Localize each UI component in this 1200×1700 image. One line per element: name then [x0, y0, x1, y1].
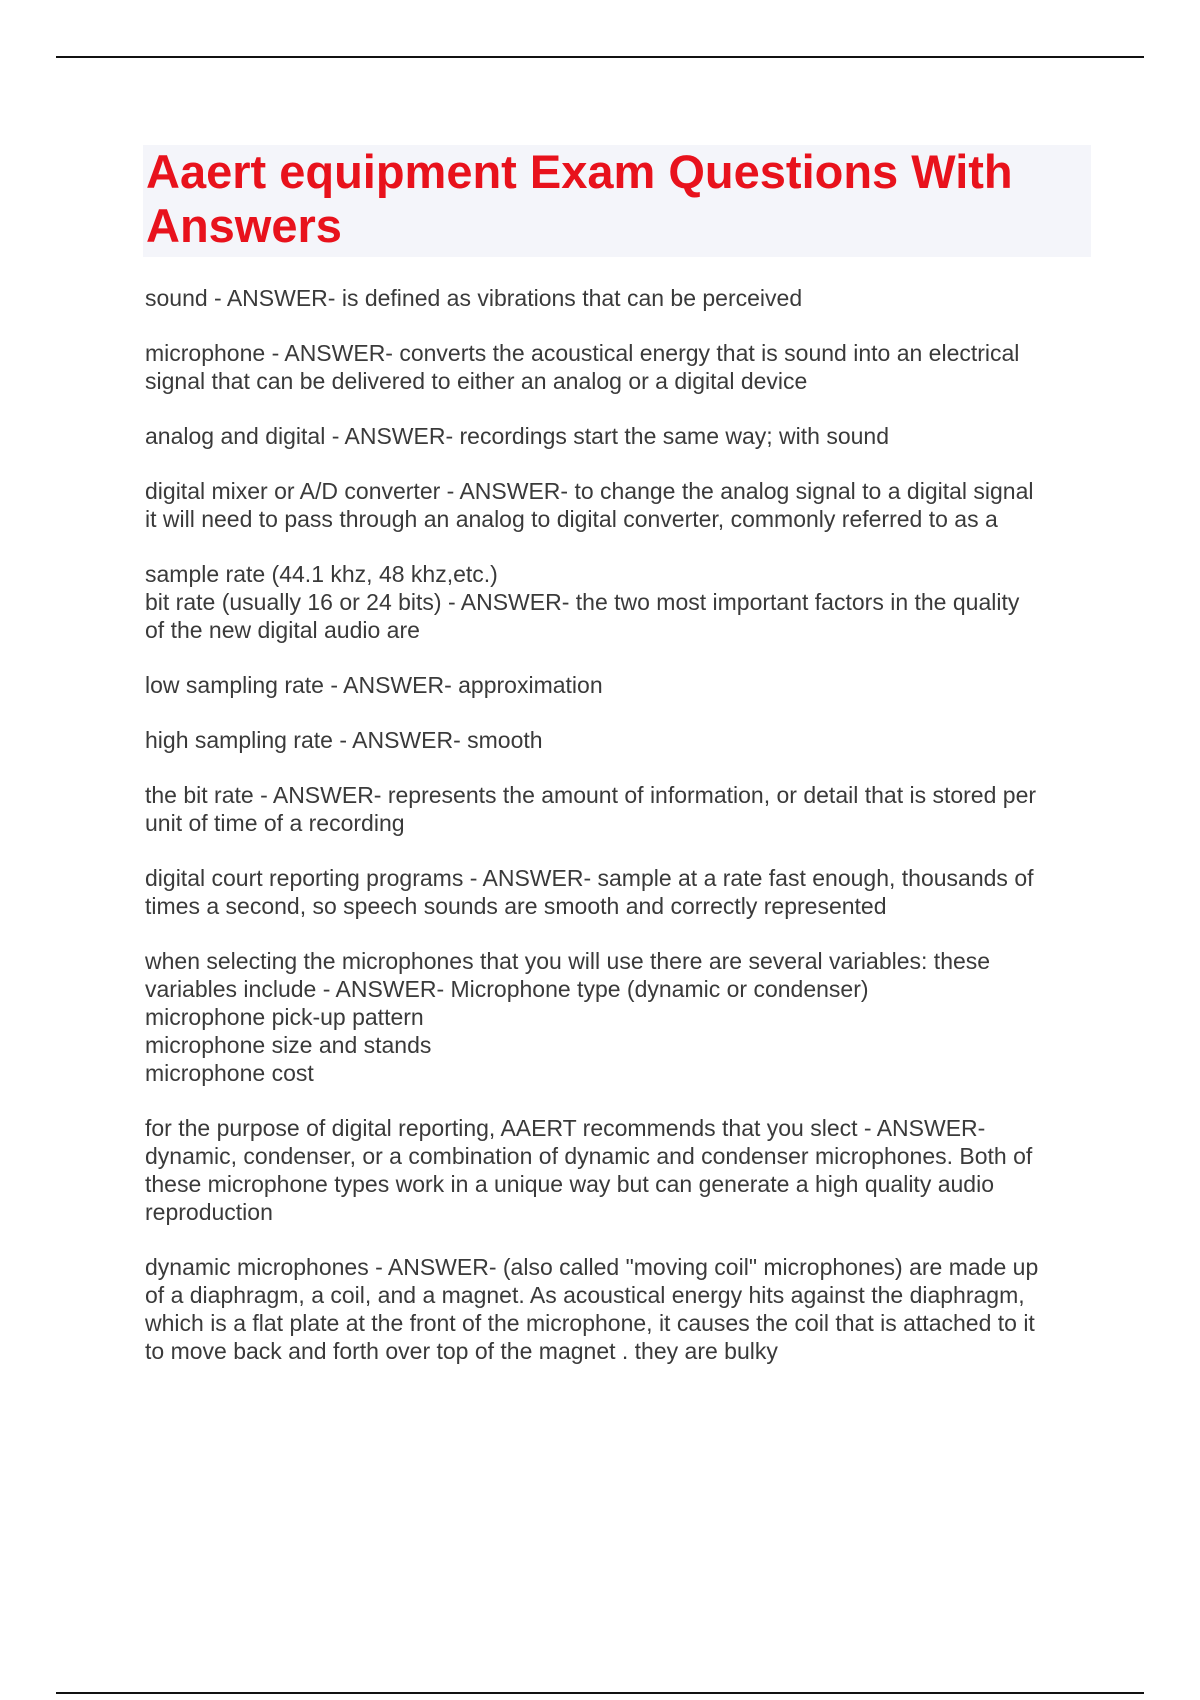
qa-line: the bit rate - ANSWER- represents the amount of information, or detail that is stored per: [145, 782, 1037, 808]
qa-entry: [145, 284, 1095, 312]
qa-line: digital mixer or A/D converter - ANSWER- to change the analog signal to a digital signal: [145, 478, 1034, 504]
qa-entry: [145, 560, 1095, 644]
qa-line: microphone cost: [145, 1060, 314, 1086]
qa-entry: [145, 671, 1095, 699]
qa-line: digital court reporting programs - ANSWER- sample at a rate fast enough, thousands of: [145, 865, 1034, 891]
qa-line: reproduction: [145, 1199, 273, 1225]
qa-entry: [145, 726, 1095, 754]
qa-entry: [145, 1253, 1095, 1365]
qa-line: when selecting the microphones that you will use there are several variables: these: [145, 948, 991, 974]
qa-line: bit rate (usually 16 or 24 bits) - ANSWER- the two most important factors in the quality: [145, 589, 1020, 615]
qa-entry: [145, 781, 1095, 837]
document-title: [146, 145, 1086, 253]
qa-line: it will need to pass through an analog to digital converter, commonly referred to as a: [145, 506, 998, 532]
header-rule: [56, 56, 1144, 58]
qa-entry: [145, 864, 1095, 920]
qa-line: sample rate (44.1 khz, 48 khz,etc.): [145, 561, 498, 587]
qa-line: analog and digital - ANSWER- recordings start the same way; with sound: [145, 423, 890, 449]
qa-line: high sampling rate - ANSWER- smooth: [145, 727, 543, 753]
title-line: Aaert equipment Exam Questions With: [146, 145, 1013, 198]
qa-entry: [145, 339, 1095, 395]
qa-entry: [145, 947, 1095, 1087]
qa-line: of the new digital audio are: [145, 617, 420, 643]
qa-entry: [145, 1114, 1095, 1226]
footer-rule: [56, 1692, 1144, 1694]
qa-line: these microphone types work in a unique way but can generate a high quality audio: [145, 1171, 994, 1197]
qa-line: low sampling rate - ANSWER- approximation: [145, 672, 603, 698]
qa-line: microphone size and stands: [145, 1032, 432, 1058]
qa-line: unit of time of a recording: [145, 810, 405, 836]
qa-list: [145, 284, 1095, 1392]
qa-line: microphone pick-up pattern: [145, 1004, 424, 1030]
qa-entry: [145, 477, 1095, 533]
qa-line: to move back and forth over top of the magnet . they are bulky: [145, 1338, 778, 1364]
qa-line: dynamic microphones - ANSWER- (also called "moving coil" microphones) are made up: [145, 1254, 1039, 1280]
qa-line: variables include - ANSWER- Microphone type (dynamic or condenser): [145, 976, 869, 1002]
qa-line: for the purpose of digital reporting, AAERT recommends that you slect - ANSWER-: [145, 1115, 986, 1141]
qa-line: sound - ANSWER- is defined as vibrations that can be perceived: [145, 285, 803, 311]
qa-entry: [145, 422, 1095, 450]
qa-line: dynamic, condenser, or a combination of dynamic and condenser microphones. Both of: [145, 1143, 1033, 1169]
qa-line: of a diaphragm, a coil, and a magnet. As acoustical energy hits against the diaphragm,: [145, 1282, 1025, 1308]
qa-line: microphone - ANSWER- converts the acoustical energy that is sound into an electrical: [145, 340, 1020, 366]
qa-line: which is a flat plate at the front of the microphone, it causes the coil that is attached to it: [145, 1310, 1035, 1336]
qa-line: signal that can be delivered to either an analog or a digital device: [145, 368, 808, 394]
title-line: Answers: [146, 199, 342, 252]
qa-line: times a second, so speech sounds are smooth and correctly represented: [145, 893, 887, 919]
